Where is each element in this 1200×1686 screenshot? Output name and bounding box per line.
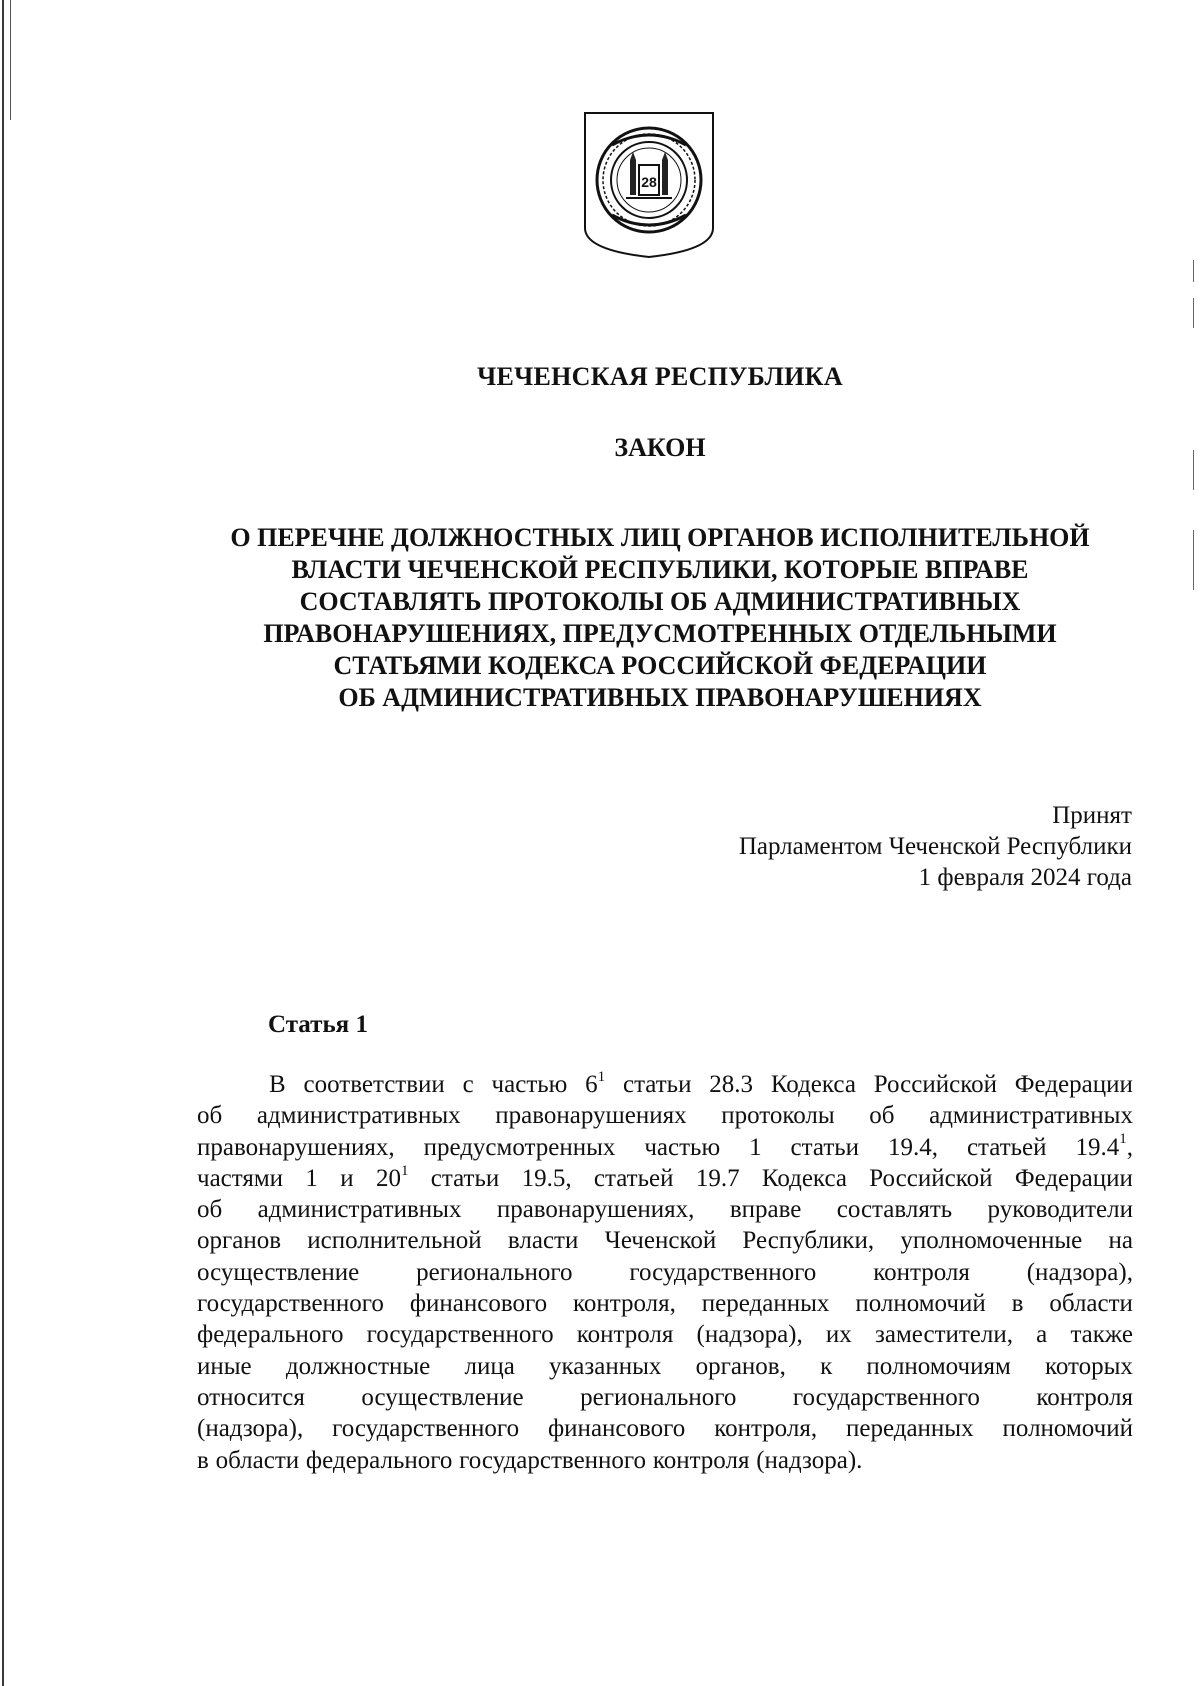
article-word: Кодекса bbox=[770, 1071, 856, 1098]
law-title bbox=[190, 522, 1130, 714]
article-word: финансового bbox=[547, 1415, 686, 1443]
article-word: частями bbox=[197, 1164, 284, 1192]
article-word: руководители bbox=[987, 1196, 1133, 1224]
article-word: (надзора), bbox=[696, 1321, 803, 1349]
article-word: статьи bbox=[790, 1133, 860, 1161]
article-word: статьей bbox=[593, 1164, 674, 1192]
article-word: органов bbox=[197, 1227, 282, 1255]
article-word: 19.4, bbox=[887, 1133, 938, 1161]
law-title-line: СОСТАВЛЯТЬ ПРОТОКОЛЫ ОБ АДМИНИСТРАТИВНЫХ bbox=[299, 587, 1021, 616]
article-word: (надзора). bbox=[756, 1446, 863, 1474]
article-body bbox=[197, 1069, 1133, 1476]
emblem-number: 28 bbox=[641, 174, 657, 190]
scan-mark bbox=[1193, 298, 1194, 328]
article-word: административных bbox=[257, 1196, 462, 1224]
article-word: 28.3 bbox=[709, 1071, 754, 1098]
article-word: частью bbox=[491, 1071, 568, 1098]
article-word: области bbox=[1049, 1290, 1133, 1318]
article-word: должностные bbox=[285, 1352, 431, 1380]
adoption-date: 1 февраля 2024 года bbox=[918, 864, 1132, 891]
article-word: государственного bbox=[332, 1415, 520, 1443]
article-line bbox=[197, 1069, 1133, 1100]
article-word: об bbox=[197, 1196, 223, 1224]
article-word: правонарушениях bbox=[495, 1102, 687, 1130]
article-word: а bbox=[1036, 1321, 1048, 1349]
article-line bbox=[197, 1445, 1133, 1476]
article-word: об bbox=[869, 1102, 895, 1130]
article-word: области bbox=[215, 1446, 300, 1474]
article-word: контроля bbox=[1036, 1383, 1133, 1411]
article-word: статьи bbox=[622, 1071, 692, 1098]
article-word: Российской bbox=[873, 1071, 997, 1098]
article-word: регионального bbox=[580, 1383, 737, 1411]
article-line bbox=[197, 1413, 1133, 1444]
article-word: (надзора), bbox=[1026, 1258, 1133, 1286]
article-line bbox=[197, 1382, 1133, 1413]
adoption-block bbox=[739, 800, 1132, 893]
article-word: также bbox=[1070, 1321, 1133, 1349]
article-word: полномочий bbox=[855, 1290, 986, 1318]
article-word: соответствии bbox=[303, 1071, 445, 1098]
article-word: статьей bbox=[966, 1133, 1047, 1161]
article-word: контроля bbox=[652, 1446, 750, 1474]
article-word: полномочий bbox=[1002, 1415, 1133, 1443]
article-word: Чеченской bbox=[604, 1227, 717, 1255]
article-word: составлять bbox=[836, 1196, 953, 1224]
article-word: уполномоченные bbox=[900, 1227, 1083, 1255]
article-word: государственного bbox=[459, 1446, 647, 1474]
article-word: государственного bbox=[366, 1321, 554, 1349]
article-word: Республики, bbox=[742, 1227, 875, 1255]
article-word: которых bbox=[1044, 1352, 1133, 1380]
adoption-line: Парламентом Чеченской Республики bbox=[738, 833, 1132, 860]
law-title-line: ПРАВОНАРУШЕНИЯХ, ПРЕДУСМОТРЕННЫХ ОТДЕЛЬНЫМИ bbox=[263, 619, 1057, 648]
coat-of-arms-emblem-icon bbox=[582, 110, 716, 260]
article-word: правонарушениях, bbox=[496, 1196, 695, 1224]
article-word: контроля, bbox=[573, 1290, 676, 1318]
article-word: иные bbox=[197, 1352, 252, 1380]
article-word: статьи bbox=[430, 1164, 500, 1192]
article-word: полномочиям bbox=[866, 1352, 1011, 1380]
article-word: их bbox=[825, 1321, 852, 1349]
article-line bbox=[197, 1132, 1133, 1163]
article-line bbox=[197, 1194, 1133, 1225]
article-word: Федерации bbox=[1014, 1071, 1133, 1098]
article-word: лица bbox=[464, 1352, 515, 1380]
article-word: заместители, bbox=[874, 1321, 1014, 1349]
law-title-line: ВЛАСТИ ЧЕЧЕНСКОЙ РЕСПУБЛИКИ, КОТОРЫЕ ВПРАВЕ bbox=[291, 555, 1029, 584]
article-word: органов, bbox=[695, 1352, 786, 1380]
article-line bbox=[197, 1257, 1133, 1288]
article-word: исполнительной bbox=[307, 1227, 482, 1255]
article-word: в bbox=[1011, 1290, 1024, 1318]
article-word: протоколы bbox=[721, 1102, 835, 1130]
article-line bbox=[197, 1288, 1133, 1319]
article-word: 19.5, bbox=[521, 1164, 572, 1192]
adoption-line: Принят bbox=[1052, 802, 1132, 829]
article-word: власти bbox=[507, 1227, 579, 1255]
article-word: Российской bbox=[869, 1164, 993, 1192]
article-word: государственного bbox=[792, 1383, 980, 1411]
article-word: указанных bbox=[549, 1352, 662, 1380]
article-word: относится bbox=[197, 1383, 305, 1411]
article-word: предусмотренных bbox=[423, 1133, 616, 1161]
article-word: правонарушениях, bbox=[197, 1133, 395, 1161]
article-word: частью bbox=[644, 1133, 721, 1161]
scan-mark bbox=[1193, 450, 1194, 490]
superscript: 1 bbox=[597, 1068, 606, 1085]
law-title-line: СТАТЬЯМИ КОДЕКСА РОССИЙСКОЙ ФЕДЕРАЦИИ bbox=[333, 651, 987, 680]
article-word: переданных bbox=[845, 1415, 974, 1443]
article-word: вправе bbox=[729, 1196, 802, 1224]
article-word: регионального bbox=[416, 1258, 573, 1286]
article-heading: Статья 1 bbox=[268, 1011, 368, 1038]
article-word: Федерации bbox=[1014, 1164, 1133, 1192]
article-line bbox=[197, 1225, 1133, 1256]
article-word: (надзора), bbox=[197, 1415, 304, 1443]
article-word: осуществление bbox=[361, 1383, 524, 1411]
article-word: и bbox=[340, 1164, 354, 1192]
article-word: 1 bbox=[749, 1133, 762, 1161]
republic-title: ЧЕЧЕНСКАЯ РЕСПУБЛИКА bbox=[477, 362, 843, 391]
article-word: осуществление bbox=[197, 1258, 360, 1286]
article-word: финансового bbox=[409, 1290, 548, 1318]
superscript: 1 bbox=[1119, 1131, 1127, 1148]
scan-mark bbox=[1193, 260, 1194, 282]
article-word: с bbox=[462, 1071, 474, 1098]
superscript: 1 bbox=[400, 1162, 409, 1179]
article-line bbox=[197, 1163, 1133, 1194]
article-word: в bbox=[197, 1446, 209, 1474]
article-word: В bbox=[269, 1071, 286, 1098]
article-line bbox=[197, 1100, 1133, 1131]
article-word: об bbox=[197, 1102, 223, 1130]
law-title-line: О ПЕРЕЧНЕ ДОЛЖНОСТНЫХ ЛИЦ ОРГАНОВ ИСПОЛНИТЕЛЬНОЙ bbox=[230, 523, 1090, 552]
document-type: ЗАКОН bbox=[614, 433, 706, 462]
article-word: административных bbox=[929, 1102, 1133, 1130]
article-word: к bbox=[820, 1352, 833, 1380]
article-word: государственного bbox=[629, 1258, 817, 1286]
article-line bbox=[197, 1351, 1133, 1382]
article-word: контроля, bbox=[714, 1415, 818, 1443]
scan-mark bbox=[1193, 530, 1194, 590]
article-word: 1 bbox=[305, 1164, 318, 1192]
article-word: Кодекса bbox=[761, 1164, 847, 1192]
article-word: федерального bbox=[197, 1321, 344, 1349]
article-word: переданных bbox=[701, 1290, 830, 1318]
article-word: контроля bbox=[873, 1258, 970, 1286]
article-word: контроля bbox=[576, 1321, 674, 1349]
article-line bbox=[197, 1319, 1133, 1350]
law-title-line: ОБ АДМИНИСТРАТИВНЫХ ПРАВОНАРУШЕНИЯХ bbox=[338, 683, 982, 712]
article-word: $6^1$ bbox=[585, 1068, 606, 1098]
article-word: на bbox=[1108, 1227, 1133, 1255]
article-word: федерального bbox=[305, 1446, 453, 1474]
article-word: административных bbox=[256, 1102, 461, 1130]
article-word: государственного bbox=[197, 1290, 384, 1318]
article-word: 19.4$^1$, bbox=[1075, 1131, 1133, 1161]
article-word: 19.7 bbox=[695, 1164, 740, 1192]
scan-edge-line bbox=[2, 0, 4, 1686]
scan-edge-line bbox=[10, 0, 11, 120]
article-word: $20^1$ bbox=[375, 1162, 409, 1192]
